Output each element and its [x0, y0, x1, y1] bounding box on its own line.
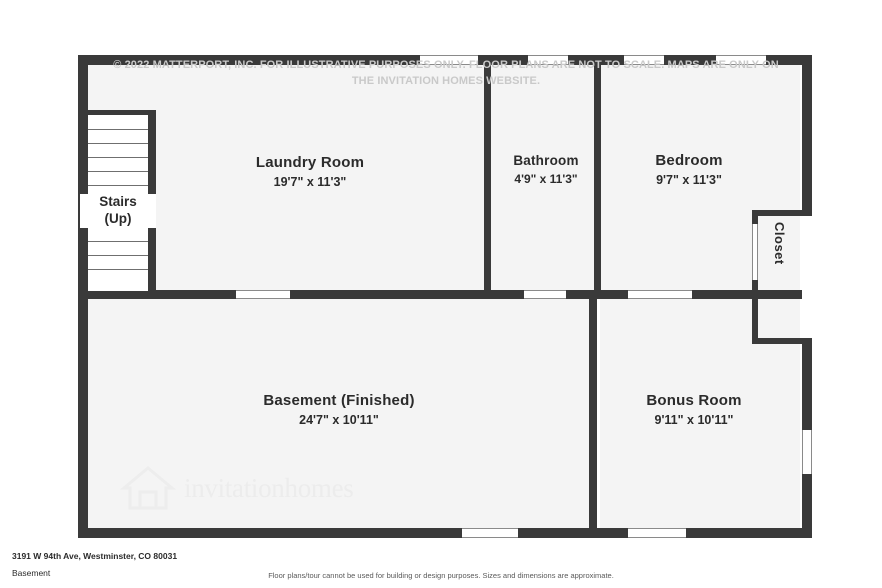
bedroom-dims: 9'7" x 11'3": [656, 172, 722, 187]
doorway-closet: [752, 224, 758, 280]
stairs-label-line1: Stairs: [99, 194, 137, 209]
bedroom-name: Bedroom: [655, 152, 723, 169]
basement-name: Basement (Finished): [263, 392, 415, 409]
bedroom-label: [600, 152, 778, 188]
basement-dims: 24'7" x 10'11": [299, 412, 379, 427]
exterior-wall-left: [78, 55, 88, 538]
closet-exterior-notch: [800, 210, 812, 342]
window-top-1: [420, 55, 478, 65]
closet-wall-top: [752, 210, 812, 216]
window-top-3: [624, 55, 664, 65]
doorway-bedroom-bonus: [628, 290, 692, 299]
window-bottom-2: [628, 528, 686, 538]
bonus-room-label: [602, 392, 786, 428]
laundry-room-label: [188, 154, 432, 190]
closet-label: Closet: [772, 222, 787, 265]
bathroom-name: Bathroom: [513, 153, 579, 168]
window-top-2: [528, 55, 568, 65]
footer-level: Basement: [12, 568, 51, 578]
bonus-room-name: Bonus Room: [646, 392, 742, 409]
exterior-wall-right-upper: [802, 55, 812, 212]
window-right-bonus: [802, 430, 812, 474]
laundry-room-dims: 19'7" x 11'3": [273, 174, 347, 189]
interior-wall-mid-horizontal: [88, 290, 802, 299]
bathroom-dims: 4'9" x 11'3": [514, 171, 578, 186]
laundry-room-name: Laundry Room: [255, 154, 365, 171]
stairs-label-line2: (Up): [104, 210, 132, 226]
footer-disclaimer: Floor plans/tour cannot be used for building or design purposes. Sizes and dimensions are approximate.: [268, 571, 614, 580]
window-bottom-1: [462, 528, 518, 538]
doorway-laundry-basement: [236, 290, 290, 299]
bonus-room-dims: 9'11" x 10'11": [654, 412, 734, 427]
interior-wall-basement-bonus: [589, 298, 597, 528]
interior-wall-stairs-bottom: [88, 291, 148, 296]
exterior-wall-bottom: [78, 528, 812, 538]
matterport-disclaimer: © 2022 MATTERPORT, INC. FOR ILLUSTRATIVE PURPOSES ONLY. FLOOR PLANS ARE NOT TO SCALE. MAPS ARE ONLY ON THE INVITATION HOMES WEBSITE.: [113, 59, 779, 87]
closet-wall-bottom: [752, 338, 812, 344]
footer-address: 3191 W 94th Ave, Westminster, CO 80031: [12, 551, 178, 561]
basement-label: [208, 392, 470, 428]
window-top-4: [716, 55, 766, 65]
doorway-bathroom-basement: [524, 290, 566, 299]
invitation-homes-watermark-text: invitationhomes: [184, 472, 354, 503]
stairs-label: [80, 194, 156, 228]
